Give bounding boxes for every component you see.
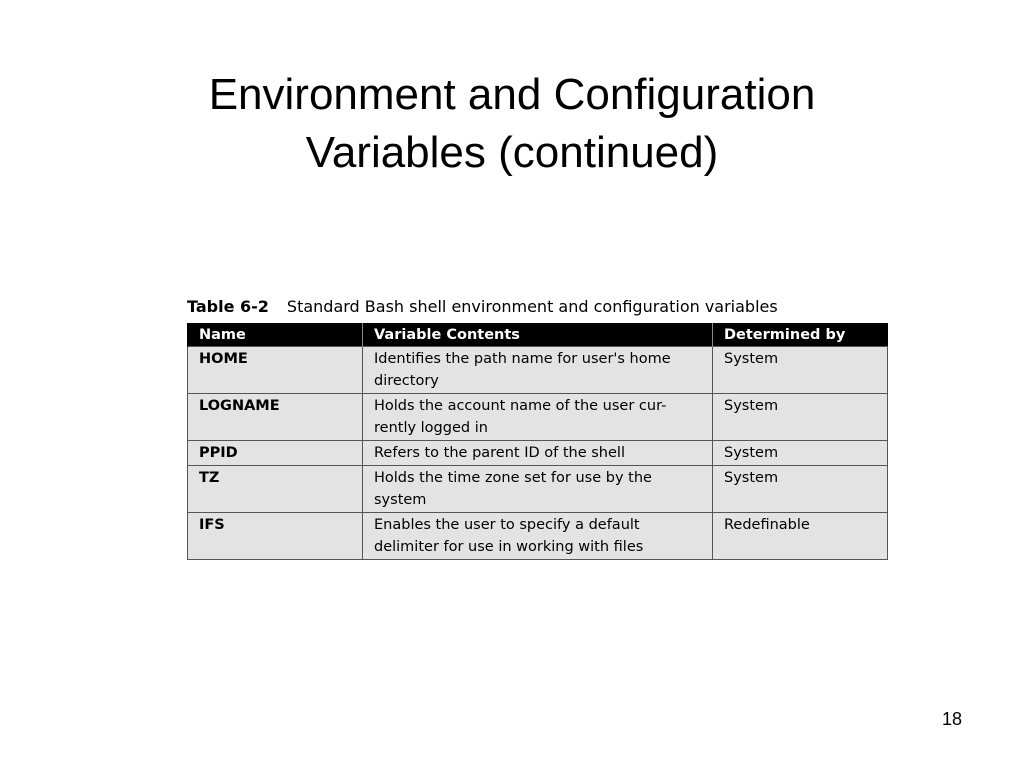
cell-contents-line: rently logged in: [374, 420, 488, 436]
table-row: [188, 441, 888, 466]
cell-contents: [363, 347, 713, 394]
table-caption: [187, 296, 778, 318]
cell-contents-line: system: [374, 492, 427, 508]
slide-title-line-2: Variables (continued): [305, 128, 719, 177]
cell-determined-by: Redefinable: [713, 513, 888, 560]
table-row: [188, 347, 888, 394]
cell-name: TZ: [188, 466, 363, 513]
cell-determined-by: System: [713, 347, 888, 394]
table-header-row: [188, 323, 888, 347]
cell-name: LOGNAME: [188, 394, 363, 441]
cell-determined-by: System: [713, 441, 888, 466]
cell-contents: [363, 466, 713, 513]
header-determined-by: Determined by: [713, 323, 888, 347]
cell-determined-by: System: [713, 466, 888, 513]
variables-table: [187, 323, 888, 560]
table-caption-text: Standard Bash shell environment and configuration variables: [286, 297, 778, 316]
header-variable-contents: Variable Contents: [363, 323, 713, 347]
cell-contents-line: Enables the user to specify a default: [374, 517, 640, 533]
cell-contents-line: Refers to the parent ID of the shell: [374, 445, 625, 461]
cell-contents-line: directory: [374, 373, 439, 389]
cell-contents-line: delimiter for use in working with files: [374, 539, 644, 555]
cell-contents: [363, 513, 713, 560]
page-number: 18: [941, 709, 962, 729]
table-row: [188, 466, 888, 513]
table-label: Table 6-2: [187, 297, 269, 316]
cell-contents-line: Holds the account name of the user cur-: [374, 398, 667, 414]
table-row: [188, 394, 888, 441]
table-row: [188, 513, 888, 560]
cell-contents: [363, 441, 713, 466]
slide-title: [0, 66, 1024, 182]
cell-name: HOME: [188, 347, 363, 394]
cell-determined-by: System: [713, 394, 888, 441]
slide-title-line-1: Environment and Configuration: [208, 70, 816, 119]
cell-name: IFS: [188, 513, 363, 560]
header-name: Name: [188, 323, 363, 347]
cell-name: PPID: [188, 441, 363, 466]
cell-contents-line: Identifies the path name for user's home: [374, 351, 671, 367]
cell-contents-line: Holds the time zone set for use by the: [374, 470, 652, 486]
cell-contents: [363, 394, 713, 441]
